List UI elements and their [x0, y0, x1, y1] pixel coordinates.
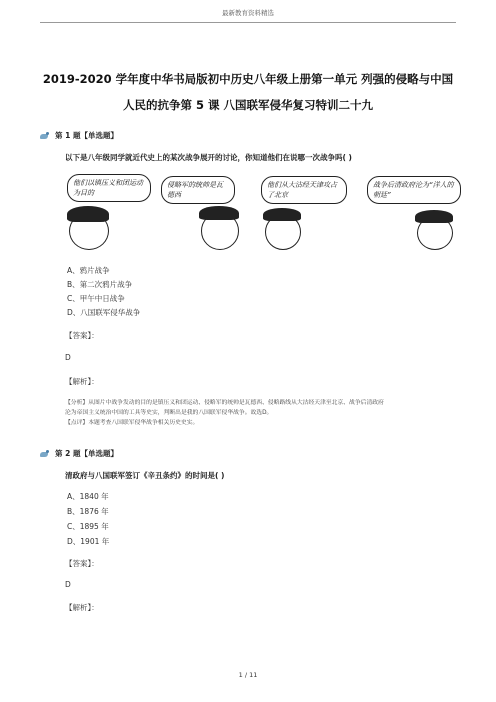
q2-option-d: D、1901 年: [67, 537, 110, 546]
q2-option-a: A、1840 年: [67, 492, 109, 501]
speech-bubble-3: 他们从大沽经天津攻占了北京: [261, 176, 347, 204]
speech-bubble-4: 战争后清政府沦为“洋人的朝廷”: [367, 176, 461, 204]
q1-option-b: B、第二次鸦片战争: [67, 280, 133, 289]
speech-bubble-1: 他们以镇压义和团运动为目的: [67, 174, 151, 202]
q1-answer: D: [65, 353, 71, 362]
student-hair-1: [67, 206, 109, 222]
q2-analysis-label: 【解析】：: [65, 603, 99, 612]
page-number: 1 / 11: [238, 671, 258, 679]
question-2-heading-text: 第 2 题【单选题】: [55, 449, 118, 458]
speech-bubble-2: 侵略军的统帅是瓦德西: [161, 176, 235, 204]
header-divider: [40, 22, 456, 23]
student-hair-2: [199, 206, 239, 220]
student-hair-3: [263, 208, 301, 221]
page-header: 最新教育资料精选: [222, 9, 274, 17]
q1-option-d: D、八国联军侵华战争: [67, 308, 141, 317]
q1-analysis-line-2: 沦为帝国主义统治中国的工具等史实，判断出是我的八国联军侵华战争。故选D。: [65, 410, 273, 416]
q1-option-c: C、甲午中日战争: [67, 294, 125, 303]
question-2-heading: [40, 448, 118, 459]
title-line-2: 人民的抗争第 5 课 八国联军侵华复习特训二十九: [122, 98, 373, 112]
document-title: [30, 66, 466, 118]
q1-analysis-line-1: 【分析】从图片中战争发动的目的是镇压义和团运动、侵略军的统帅是瓦德西、侵略路线从大沽经天津至北京、战争后清政府: [65, 400, 384, 406]
question-1-heading-text: 第 1 题【单选题】: [55, 131, 118, 140]
q2-answer-label: 【答案】：: [65, 559, 99, 568]
q2-answer: D: [65, 580, 71, 589]
q1-answer-label: 【答案】：: [65, 331, 99, 340]
q2-option-b: B、1876 年: [67, 507, 109, 516]
q1-analysis-label: 【解析】：: [65, 377, 99, 386]
title-line-1: 2019-2020 学年度中华书局版初中历史八年级上册第一单元 列强的侵略与中国: [42, 72, 454, 86]
student-hair-4: [415, 210, 453, 223]
question-1-stem: 以下是八年级同学就近代史上的某次战争展开的讨论，你知道他们在说哪一次战争吗( ): [65, 153, 352, 162]
q2-option-c: C、1895 年: [67, 522, 109, 531]
cartoon-illustration: [65, 172, 461, 252]
question-2-stem: 清政府与八国联军签订《辛丑条约》的时间是( ): [65, 471, 225, 480]
q1-analysis: [65, 398, 445, 428]
q1-option-a: A、鸦片战争: [67, 266, 110, 275]
q1-analysis-line-3: 【点评】本题考查八国联军侵华战争相关历史史实。: [65, 420, 199, 426]
pen-icon: [40, 132, 50, 140]
question-1-heading: [40, 130, 118, 141]
pen-icon: [40, 450, 50, 458]
